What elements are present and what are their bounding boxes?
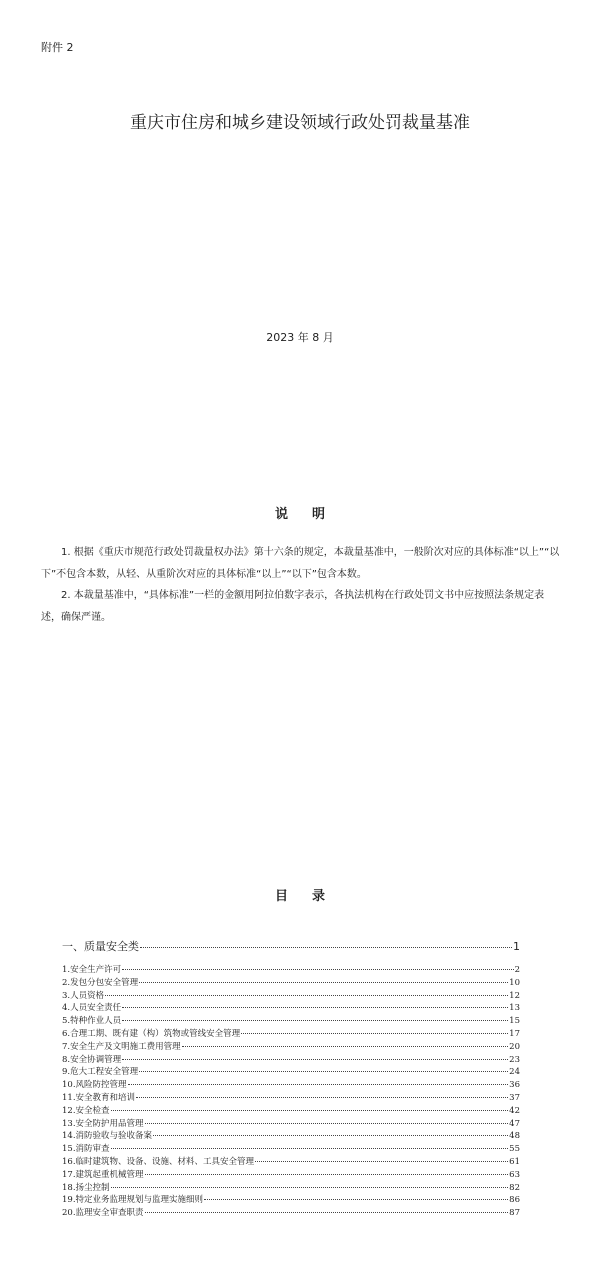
document-date: 2023 年 8 月 [266, 331, 334, 344]
toc-dot-leader [122, 969, 513, 970]
toc-entry[interactable] [62, 1169, 520, 1182]
note-item: 2. 本裁量基准中，“具体标准”一栏的金额用阿拉伯数字表示，各执法机构在行政处罚文书中应按照法条规定表述，确保严谨。 [41, 590, 545, 623]
toc-dot-leader [139, 1071, 508, 1072]
attachment-label: 附件 2 [41, 41, 74, 54]
toc-entry-label: 14.消防验收与验收备案 [62, 1131, 153, 1142]
toc-page-number: 23 [509, 1054, 520, 1065]
document-title: 重庆市住房和城乡建设领域行政处罚裁量基准 [130, 113, 470, 133]
toc-page-number: 63 [509, 1169, 520, 1180]
toc-page-number: 55 [509, 1144, 520, 1155]
toc-entry[interactable] [62, 1156, 520, 1169]
toc-dot-leader [122, 1007, 508, 1008]
toc-page-number: 42 [509, 1105, 520, 1116]
toc-page-number: 1 [513, 940, 520, 953]
toc-entry[interactable] [62, 1079, 520, 1092]
toc-entry-label: 20.监理安全审查职责 [62, 1208, 144, 1219]
toc-dot-leader [145, 1174, 509, 1175]
toc-entry-label: 10.风险防控管理 [62, 1080, 127, 1091]
toc-page-number: 87 [509, 1208, 520, 1219]
toc-entry[interactable] [62, 1028, 520, 1041]
toc-page-number: 17 [509, 1028, 520, 1039]
notes-heading-char-2: 明 [312, 507, 326, 522]
toc-entry[interactable] [62, 1092, 520, 1105]
toc-page-number: 48 [509, 1131, 520, 1142]
toc-entry-label: 19.特定业务监理规划与监理实施细则 [62, 1195, 204, 1206]
toc-dot-leader [111, 1110, 509, 1111]
toc-entry[interactable] [62, 1207, 520, 1220]
toc-page-number: 47 [509, 1118, 520, 1129]
toc-dot-leader [111, 1187, 509, 1188]
notes-heading-char-1: 说 [274, 507, 288, 522]
toc-dot-leader [140, 947, 512, 948]
toc-entry[interactable] [62, 990, 520, 1003]
toc-page-number: 37 [509, 1092, 520, 1103]
toc-entry-label: 4.人员安全责任 [62, 1003, 122, 1014]
toc-entry-label: 8.安全协调管理 [62, 1054, 122, 1065]
toc-page-number: 24 [509, 1067, 520, 1078]
toc-entry-label: 1.安全生产许可 [62, 965, 122, 975]
notes-heading [0, 506, 600, 524]
toc-heading-char-1: 目 [274, 889, 288, 904]
toc-main-entry[interactable] [62, 938, 520, 956]
table-of-contents [62, 938, 520, 1220]
toc-page-number: 10 [509, 977, 520, 988]
toc-entry[interactable] [62, 977, 520, 990]
toc-dot-leader [145, 1212, 509, 1213]
toc-item-list [62, 964, 520, 1220]
toc-entry-label: 3.人员资格 [62, 990, 105, 1001]
toc-page-number: 13 [509, 1003, 520, 1014]
toc-page-number: 86 [509, 1195, 520, 1206]
toc-entry[interactable] [62, 1143, 520, 1156]
toc-entry[interactable] [62, 964, 520, 977]
toc-page-number: 36 [509, 1080, 520, 1091]
toc-entry[interactable] [62, 1194, 520, 1207]
toc-entry-label: 16.临时建筑物、设备、设施、材料、工具安全管理 [62, 1156, 255, 1167]
toc-page-number: 61 [509, 1156, 520, 1167]
toc-entry-label: 9.危大工程安全管理 [62, 1067, 139, 1078]
toc-page-number: 82 [509, 1182, 520, 1193]
toc-dot-leader [122, 1020, 508, 1021]
toc-dot-leader [122, 1059, 508, 1060]
toc-entry-label: 18.扬尘控制 [62, 1182, 110, 1193]
toc-dot-leader [153, 1135, 508, 1136]
toc-entry[interactable] [62, 1105, 520, 1118]
toc-entry[interactable] [62, 1066, 520, 1079]
toc-page-number: 2 [514, 965, 520, 975]
toc-entry[interactable] [62, 1015, 520, 1028]
toc-entry-label: 6.合理工期、既有建（构）筑物或管线安全管理 [62, 1028, 241, 1039]
toc-page-number: 20 [509, 1041, 520, 1052]
toc-dot-leader [204, 1199, 508, 1200]
toc-entry[interactable] [62, 1054, 520, 1067]
toc-entry-label: 13.安全防护用品管理 [62, 1118, 144, 1129]
toc-dot-leader [255, 1161, 508, 1162]
toc-entry-label: 11.安全教育和培训 [62, 1092, 136, 1103]
toc-entry[interactable] [62, 1002, 520, 1015]
toc-entry-label: 17.建筑起重机械管理 [62, 1169, 144, 1180]
toc-entry-label: 5.特种作业人员 [62, 1016, 122, 1027]
toc-entry[interactable] [62, 1182, 520, 1195]
toc-dot-leader [128, 1084, 509, 1085]
toc-dot-leader [111, 1148, 509, 1149]
toc-entry-label: 15.消防审查 [62, 1144, 110, 1155]
note-item: 1. 根据《重庆市规范行政处罚裁量权办法》第十六条的规定，本裁量基准中，一般阶次对应的具体标准“以上”“以下”不包含本数，从轻、从重阶次对应的具体标准“以上”“以下”包含本数。 [41, 547, 560, 580]
toc-heading-char-2: 录 [312, 889, 326, 904]
toc-page-number: 15 [509, 1016, 520, 1027]
toc-dot-leader [182, 1046, 509, 1047]
toc-entry-label: 7.安全生产及文明施工费用管理 [62, 1041, 181, 1052]
toc-entry[interactable] [62, 1118, 520, 1131]
toc-entry-label: 12.安全检查 [62, 1105, 110, 1116]
toc-entry[interactable] [62, 1130, 520, 1143]
toc-entry-label: 2.发包分包安全管理 [62, 977, 139, 988]
toc-entry-label: 一、质量安全类 [62, 940, 139, 953]
toc-dot-leader [105, 995, 508, 996]
toc-dot-leader [145, 1123, 509, 1124]
toc-entry[interactable] [62, 1041, 520, 1054]
toc-page-number: 12 [509, 990, 520, 1001]
toc-dot-leader [139, 982, 508, 983]
toc-dot-leader [241, 1033, 508, 1034]
toc-heading [0, 888, 600, 906]
toc-dot-leader [136, 1097, 508, 1098]
